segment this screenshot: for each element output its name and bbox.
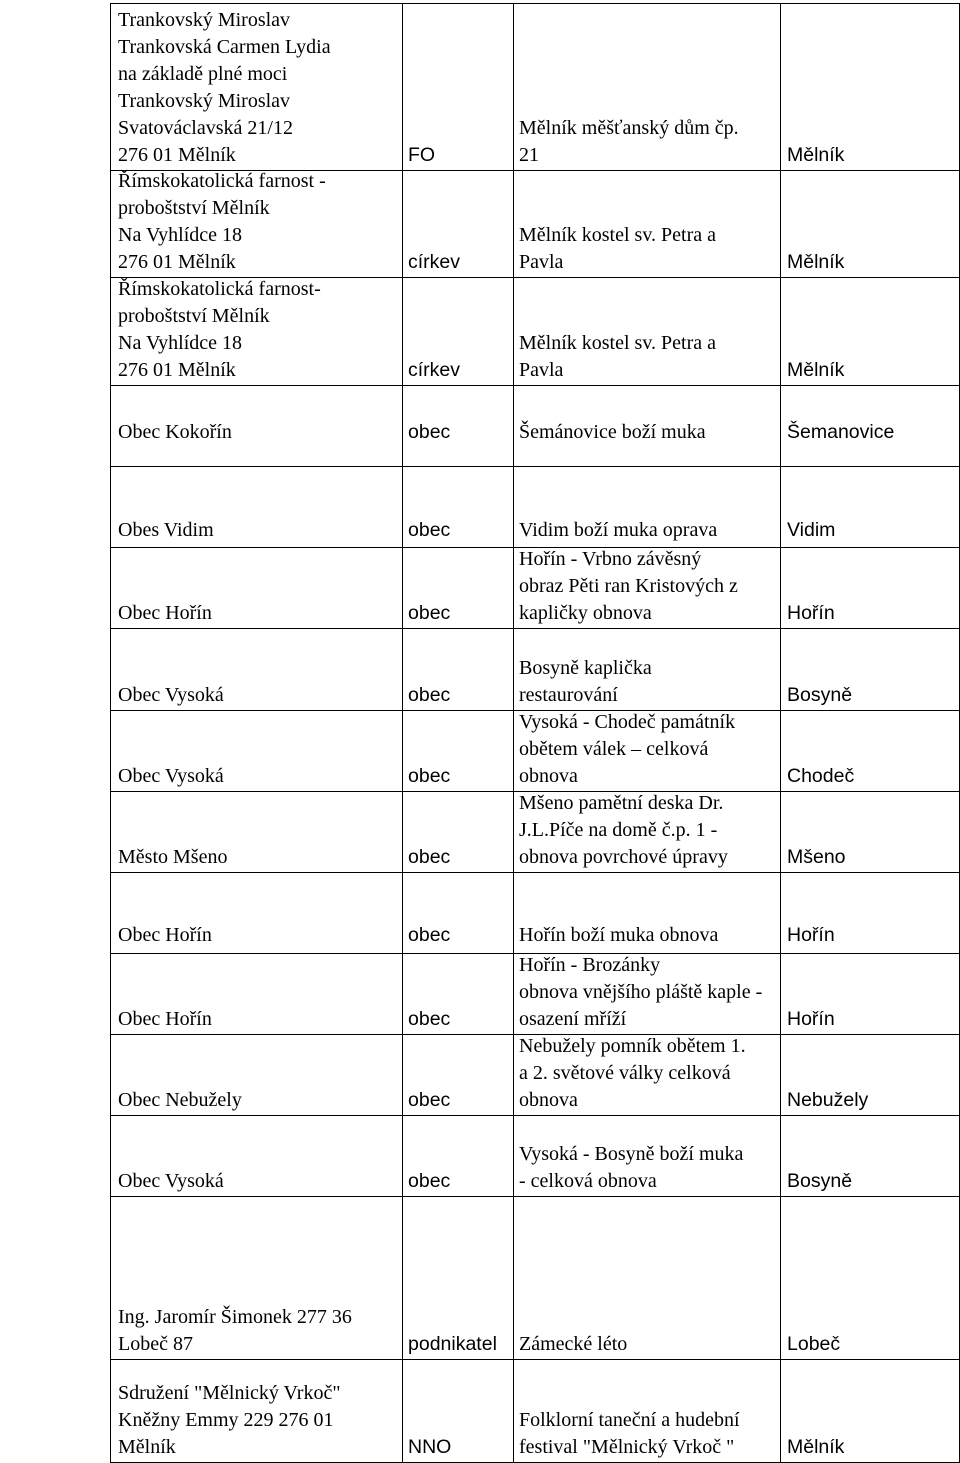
- column-divider: [402, 548, 403, 628]
- column-divider: [513, 278, 514, 385]
- column-divider: [402, 171, 403, 277]
- project-cell: Bosyně kaplička restaurování: [519, 657, 652, 706]
- project-cell: Folklorní taneční a hudební festival "Mělnický Vrkoč ": [519, 1409, 740, 1458]
- column-divider: [110, 278, 111, 385]
- applicant-cell: Město Mšeno: [118, 846, 228, 868]
- place-cell: Mělník: [787, 144, 845, 166]
- place-cell: Nebužely: [787, 1089, 869, 1111]
- column-divider: [402, 792, 403, 872]
- column-divider: [513, 171, 514, 277]
- column-divider: [110, 1197, 111, 1359]
- applicant-cell: Římskokatolická farnost- proboštství Mělník Na Vyhlídce 18 276 01 Mělník: [118, 278, 321, 381]
- project-cell: Hořín boží muka obnova: [519, 924, 719, 946]
- table-row: [110, 1034, 960, 1115]
- table-row: [110, 277, 960, 385]
- place-cell: Bosyně: [787, 684, 853, 706]
- type-cell: NNO: [408, 1436, 452, 1458]
- place-cell: Chodeč: [787, 765, 855, 787]
- applicant-cell: Ing. Jaromír Šimonek 277 36 Lobeč 87: [118, 1306, 352, 1355]
- column-divider: [402, 1360, 403, 1462]
- type-cell: podnikatel: [408, 1333, 497, 1355]
- column-divider: [513, 1360, 514, 1462]
- project-cell: Vysoká - Chodeč památník obětem válek – celková obnova: [519, 711, 736, 787]
- table-row: [110, 385, 960, 466]
- column-divider: [402, 954, 403, 1034]
- place-cell: Hořín: [787, 1008, 835, 1030]
- column-divider: [110, 1360, 111, 1462]
- type-cell: církev: [408, 251, 461, 273]
- type-cell: obec: [408, 1008, 451, 1030]
- project-cell: Mšeno pamětní deska Dr. J.L.Píče na domě č.p. 1 - obnova povrchové úpravy: [519, 792, 728, 868]
- type-cell: obec: [408, 684, 451, 706]
- project-cell: Zámecké léto: [519, 1333, 628, 1355]
- applicant-cell: Obec Vysoká: [118, 765, 224, 787]
- type-cell: obec: [408, 846, 451, 868]
- place-cell: Bosyně: [787, 1170, 853, 1192]
- place-cell: Lobeč: [787, 1333, 841, 1355]
- column-divider: [110, 711, 111, 791]
- column-divider: [513, 873, 514, 953]
- type-cell: obec: [408, 1170, 451, 1192]
- column-divider: [402, 278, 403, 385]
- applicant-cell: Obes Vidim: [118, 519, 214, 541]
- column-divider: [402, 711, 403, 791]
- column-divider: [402, 4, 403, 170]
- project-cell: Hořín - Brozánky obnova vnějšího pláště kaple - osazení mříží: [519, 954, 763, 1030]
- column-divider: [513, 1116, 514, 1196]
- project-cell: Mělník kostel sv. Petra a Pavla: [519, 332, 717, 381]
- type-cell: obec: [408, 519, 451, 541]
- place-cell: Mělník: [787, 251, 845, 273]
- column-divider: [402, 1116, 403, 1196]
- type-cell: FO: [408, 144, 436, 166]
- project-cell: Hořín - Vrbno závěsný obraz Pěti ran Kristových z kapličky obnova: [519, 548, 738, 624]
- column-divider: [110, 386, 111, 466]
- column-divider: [513, 548, 514, 628]
- column-divider: [110, 171, 111, 277]
- column-divider: [513, 954, 514, 1034]
- table-row: [110, 170, 960, 277]
- column-divider: [402, 467, 403, 547]
- table-row: [110, 710, 960, 791]
- applicant-cell: Obec Hořín: [118, 924, 212, 946]
- column-divider: [110, 629, 111, 710]
- applicant-cell: Římskokatolická farnost - proboštství Mělník Na Vyhlídce 18 276 01 Mělník: [118, 170, 326, 273]
- applicant-cell: Trankovský Miroslav Trankovská Carmen Lydia na základě plné moci Trankovský Miroslav Svatováclavská 21/12 276 01 Mělník: [118, 9, 331, 166]
- column-divider: [110, 4, 111, 170]
- column-divider: [513, 1035, 514, 1115]
- applicant-cell: Obec Hořín: [118, 1008, 212, 1030]
- table-row: [110, 1115, 960, 1196]
- column-divider: [513, 467, 514, 547]
- table-row: [110, 628, 960, 710]
- column-divider: [110, 1035, 111, 1115]
- applicant-cell: Obec Nebužely: [118, 1089, 242, 1111]
- column-divider: [110, 873, 111, 953]
- type-cell: obec: [408, 765, 451, 787]
- table-row: [110, 791, 960, 872]
- column-divider: [402, 873, 403, 953]
- table-row: [110, 953, 960, 1034]
- column-divider: [110, 792, 111, 872]
- type-cell: obec: [408, 421, 451, 443]
- project-cell: Mělník kostel sv. Petra a Pavla: [519, 224, 717, 273]
- column-divider: [110, 954, 111, 1034]
- column-divider: [402, 1035, 403, 1115]
- table-row: [110, 872, 960, 953]
- project-cell: Šemánovice boží muka: [519, 421, 706, 443]
- column-divider: [110, 467, 111, 547]
- project-cell: Nebužely pomník obětem 1. a 2. světové války celková obnova: [519, 1035, 746, 1111]
- applicant-cell: Obec Hořín: [118, 602, 212, 624]
- table-row: [110, 547, 960, 628]
- place-cell: Vidim: [787, 519, 836, 541]
- place-cell: Hořín: [787, 602, 835, 624]
- applicant-cell: Sdružení "Mělnický Vrkoč" Kněžny Emmy 229 276 01 Mělník: [118, 1382, 341, 1458]
- column-divider: [513, 386, 514, 466]
- column-divider: [513, 1197, 514, 1359]
- project-cell: Vysoká - Bosyně boží muka - celková obnova: [519, 1143, 744, 1192]
- column-divider: [402, 386, 403, 466]
- type-cell: církev: [408, 359, 461, 381]
- column-divider: [513, 711, 514, 791]
- place-cell: Šemanovice: [787, 421, 895, 443]
- project-cell: Mělník měšťanský dům čp. 21: [519, 117, 739, 166]
- type-cell: obec: [408, 1089, 451, 1111]
- type-cell: obec: [408, 924, 451, 946]
- column-divider: [110, 1116, 111, 1196]
- place-cell: Mělník: [787, 359, 845, 381]
- column-divider: [513, 792, 514, 872]
- applicant-cell: Obec Vysoká: [118, 684, 224, 706]
- place-cell: Mšeno: [787, 846, 846, 868]
- table-row: [110, 3, 960, 170]
- project-cell: Vidim boží muka oprava: [519, 519, 718, 541]
- type-cell: obec: [408, 602, 451, 624]
- column-divider: [402, 629, 403, 710]
- column-divider: [513, 629, 514, 710]
- table-row: [110, 1359, 960, 1463]
- column-divider: [402, 1197, 403, 1359]
- column-divider: [513, 4, 514, 170]
- table-row: [110, 466, 960, 547]
- column-divider: [110, 548, 111, 628]
- applicant-cell: Obec Kokořín: [118, 421, 232, 443]
- applicant-cell: Obec Vysoká: [118, 1170, 224, 1192]
- table-row: [110, 1196, 960, 1359]
- place-cell: Hořín: [787, 924, 835, 946]
- place-cell: Mělník: [787, 1436, 845, 1458]
